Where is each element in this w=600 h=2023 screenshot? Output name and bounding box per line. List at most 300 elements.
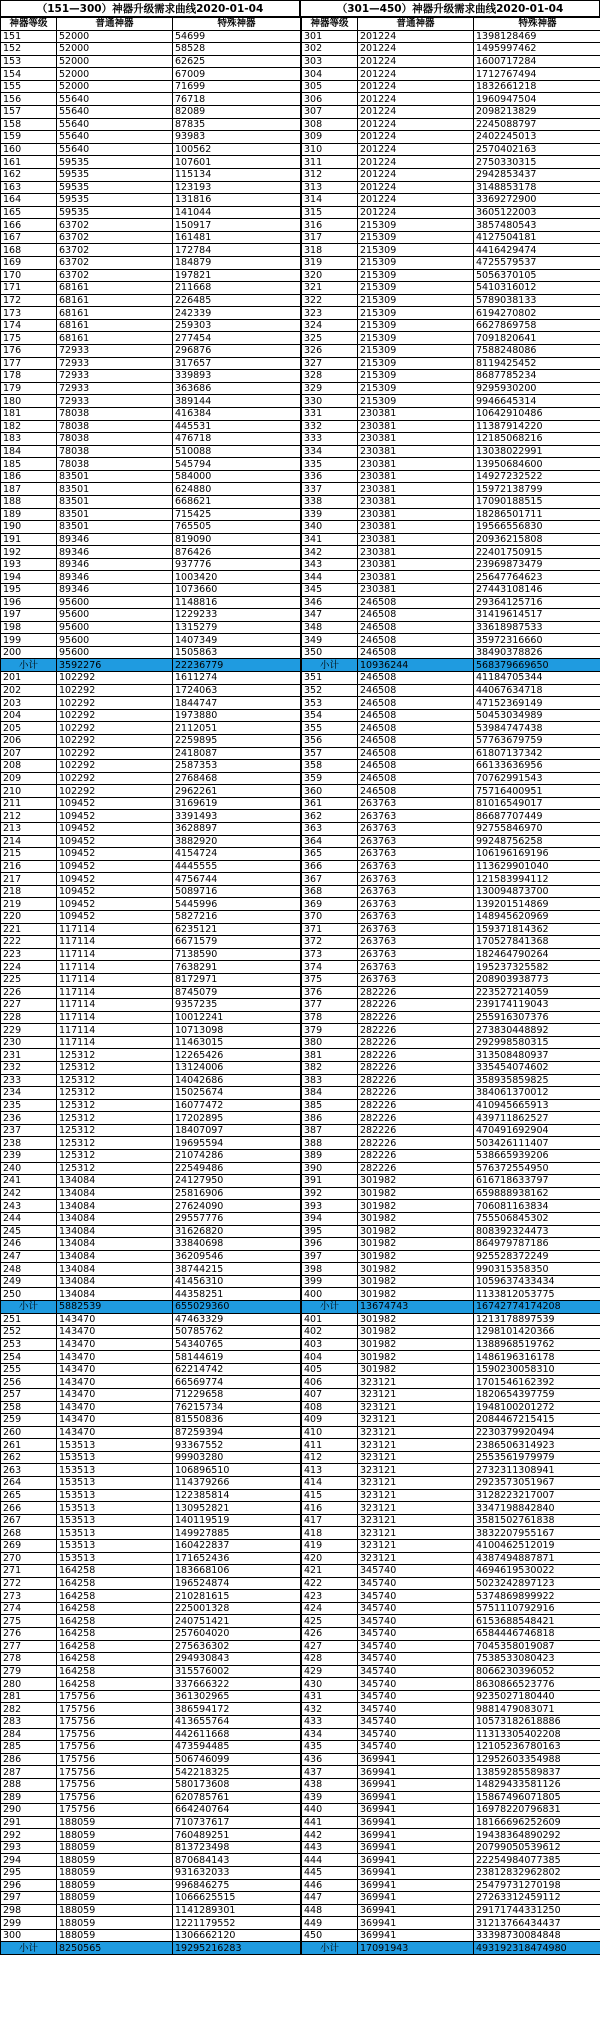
special-cell: 1148816 [173, 596, 301, 609]
special-cell: 54699 [173, 30, 301, 43]
table-row [302, 294, 600, 307]
normal-cell: 215309 [358, 357, 474, 370]
normal-cell: 95600 [57, 646, 173, 659]
level-cell: 234 [1, 1087, 57, 1100]
special-cell: 70762991543 [474, 772, 600, 785]
special-cell: 242339 [173, 307, 301, 320]
special-cell: 149927885 [173, 1527, 301, 1540]
table-row [302, 1426, 600, 1439]
normal-cell: 301982 [358, 1351, 474, 1364]
normal-cell: 345740 [358, 1628, 474, 1641]
table-row [302, 634, 600, 647]
special-cell: 29171744331250 [474, 1904, 600, 1917]
normal-cell: 17091943 [358, 1942, 474, 1955]
normal-cell: 201224 [358, 43, 474, 56]
level-cell: 285 [1, 1741, 57, 1754]
level-cell: 294 [1, 1854, 57, 1867]
table-row [302, 1099, 600, 1112]
normal-cell: 301982 [358, 1326, 474, 1339]
level-cell: 335 [302, 458, 358, 471]
level-cell: 445 [302, 1866, 358, 1879]
table-row [302, 734, 600, 747]
special-cell: 339893 [173, 370, 301, 383]
normal-cell: 188059 [57, 1879, 173, 1892]
level-cell: 326 [302, 345, 358, 358]
normal-cell: 117114 [57, 923, 173, 936]
normal-cell: 117114 [57, 986, 173, 999]
normal-cell: 143470 [57, 1313, 173, 1326]
table-row [1, 1112, 301, 1125]
table-row [302, 684, 600, 697]
special-cell: 22236779 [173, 659, 301, 672]
level-cell: 251 [1, 1313, 57, 1326]
normal-cell: 323121 [358, 1401, 474, 1414]
special-cell: 655029360 [173, 1300, 301, 1313]
level-cell: 185 [1, 458, 57, 471]
special-cell: 20799050539612 [474, 1841, 600, 1854]
table-row [302, 1766, 600, 1779]
table-row [1, 1829, 301, 1842]
table-row [1, 168, 301, 181]
level-cell: 352 [302, 684, 358, 697]
special-cell: 1066625515 [173, 1892, 301, 1905]
table-row [302, 1112, 600, 1125]
table-row [1, 1527, 301, 1540]
level-cell: 176 [1, 345, 57, 358]
table-row [1, 244, 301, 257]
special-cell: 160422837 [173, 1539, 301, 1552]
special-cell: 16978220796831 [474, 1804, 600, 1817]
normal-cell: 230381 [358, 571, 474, 584]
special-cell: 659888938162 [474, 1187, 600, 1200]
normal-cell: 246508 [358, 772, 474, 785]
normal-cell: 175756 [57, 1778, 173, 1791]
normal-cell: 282226 [358, 1036, 474, 1049]
table-row [1, 1175, 301, 1188]
level-cell: 239 [1, 1150, 57, 1163]
normal-cell: 201224 [358, 106, 474, 119]
table-row [1, 156, 301, 169]
table-row [302, 1162, 600, 1175]
table-row [302, 546, 600, 559]
table-row [302, 1288, 600, 1301]
level-cell: 350 [302, 646, 358, 659]
level-cell: 182 [1, 420, 57, 433]
table-row [1, 1049, 301, 1062]
table-row [302, 1628, 600, 1641]
level-cell: 334 [302, 445, 358, 458]
special-cell: 361302965 [173, 1690, 301, 1703]
normal-cell: 78038 [57, 420, 173, 433]
special-cell: 2098213829 [474, 106, 600, 119]
special-cell: 62214742 [173, 1363, 301, 1376]
normal-cell: 164258 [57, 1602, 173, 1615]
table-row [302, 143, 600, 156]
special-cell: 58528 [173, 43, 301, 56]
table-row [1, 1238, 301, 1251]
normal-cell: 282226 [358, 999, 474, 1012]
special-cell: 294930843 [173, 1653, 301, 1666]
special-cell: 277454 [173, 332, 301, 345]
special-cell: 11313305402208 [474, 1728, 600, 1741]
special-cell: 1973880 [173, 709, 301, 722]
table-row [1, 835, 301, 848]
table-row [1, 1087, 301, 1100]
level-cell: 442 [302, 1829, 358, 1842]
level-cell: 410 [302, 1426, 358, 1439]
normal-cell: 59535 [57, 181, 173, 194]
level-cell: 174 [1, 319, 57, 332]
table-row [1, 986, 301, 999]
level-cell: 264 [1, 1477, 57, 1490]
normal-cell: 109452 [57, 873, 173, 886]
level-cell: 153 [1, 55, 57, 68]
normal-cell: 345740 [358, 1665, 474, 1678]
table-row [1, 1904, 301, 1917]
level-cell: 368 [302, 885, 358, 898]
special-cell: 292998580315 [474, 1036, 600, 1049]
special-cell: 184879 [173, 256, 301, 269]
normal-cell: 78038 [57, 445, 173, 458]
special-cell: 4154724 [173, 848, 301, 861]
level-cell: 240 [1, 1162, 57, 1175]
level-cell: 196 [1, 596, 57, 609]
level-cell: 360 [302, 785, 358, 798]
table-row [302, 697, 600, 710]
table-row [1, 407, 301, 420]
level-cell: 205 [1, 722, 57, 735]
special-cell: 5445996 [173, 898, 301, 911]
normal-cell: 215309 [358, 382, 474, 395]
special-cell: 1213178897539 [474, 1313, 600, 1326]
normal-cell: 109452 [57, 860, 173, 873]
normal-cell: 323121 [358, 1552, 474, 1565]
special-cell: 313508480937 [474, 1049, 600, 1062]
table-row [302, 181, 600, 194]
level-cell: 313 [302, 181, 358, 194]
level-cell: 288 [1, 1778, 57, 1791]
table-row [1, 1288, 301, 1301]
special-cell: 996846275 [173, 1879, 301, 1892]
special-cell: 87259394 [173, 1426, 301, 1439]
table-row [1, 1565, 301, 1578]
table-row [1, 1225, 301, 1238]
normal-cell: 201224 [358, 181, 474, 194]
level-cell: 421 [302, 1565, 358, 1578]
normal-cell: 83501 [57, 521, 173, 534]
special-cell: 76718 [173, 93, 301, 106]
level-cell: 213 [1, 823, 57, 836]
table-row [302, 433, 600, 446]
level-cell: 343 [302, 558, 358, 571]
normal-cell: 323121 [358, 1539, 474, 1552]
level-cell: 232 [1, 1061, 57, 1074]
special-cell: 3628897 [173, 823, 301, 836]
special-cell: 257604020 [173, 1628, 301, 1641]
level-cell: 266 [1, 1502, 57, 1515]
special-cell: 130094873700 [474, 885, 600, 898]
special-cell: 33398730084848 [474, 1929, 600, 1942]
table-row [1, 948, 301, 961]
table-row [1, 621, 301, 634]
level-cell: 287 [1, 1766, 57, 1779]
normal-cell: 109452 [57, 848, 173, 861]
level-cell: 448 [302, 1904, 358, 1917]
normal-cell: 282226 [358, 1162, 474, 1175]
level-cell: 412 [302, 1451, 358, 1464]
special-cell: 439711862527 [474, 1112, 600, 1125]
normal-cell: 215309 [358, 395, 474, 408]
special-cell: 36209546 [173, 1250, 301, 1263]
normal-cell: 263763 [358, 948, 474, 961]
special-cell: 755506845302 [474, 1212, 600, 1225]
special-cell: 1495997462 [474, 43, 600, 56]
table-row [1, 1502, 301, 1515]
table-row [302, 1866, 600, 1879]
level-cell: 168 [1, 244, 57, 257]
table-row [1, 445, 301, 458]
normal-cell: 109452 [57, 823, 173, 836]
special-cell: 2230379920494 [474, 1426, 600, 1439]
subtotal-row [1, 659, 301, 672]
table-row [1, 1376, 301, 1389]
table-row [302, 43, 600, 56]
special-cell: 9357235 [173, 999, 301, 1012]
special-cell: 25479731270198 [474, 1879, 600, 1892]
normal-cell: 230381 [358, 483, 474, 496]
normal-cell: 369941 [358, 1929, 474, 1942]
normal-cell: 301982 [358, 1225, 474, 1238]
column-header: 神器等级 [1, 18, 57, 31]
special-cell: 99903280 [173, 1451, 301, 1464]
table-row [1, 911, 301, 924]
normal-cell: 323121 [358, 1414, 474, 1427]
normal-cell: 68161 [57, 294, 173, 307]
special-cell: 53984747438 [474, 722, 600, 735]
normal-cell: 109452 [57, 797, 173, 810]
table-row [302, 571, 600, 584]
normal-cell: 164258 [57, 1678, 173, 1691]
normal-cell: 215309 [358, 256, 474, 269]
special-cell: 1388968519762 [474, 1338, 600, 1351]
table-row [302, 621, 600, 634]
table-row [302, 672, 600, 685]
normal-cell: 369941 [358, 1804, 474, 1817]
normal-cell: 164258 [57, 1665, 173, 1678]
level-cell: 188 [1, 495, 57, 508]
table-row [302, 533, 600, 546]
level-cell: 261 [1, 1439, 57, 1452]
level-cell: 259 [1, 1414, 57, 1427]
normal-cell: 263763 [358, 835, 474, 848]
level-cell: 371 [302, 923, 358, 936]
level-cell: 154 [1, 68, 57, 81]
special-cell: 38744215 [173, 1263, 301, 1276]
level-cell: 302 [302, 43, 358, 56]
normal-cell: 134084 [57, 1250, 173, 1263]
table-row [302, 860, 600, 873]
level-cell: 398 [302, 1263, 358, 1276]
special-cell: 1229233 [173, 609, 301, 622]
normal-cell: 8250565 [57, 1942, 173, 1955]
table-row [1, 1313, 301, 1326]
table-row [1, 219, 301, 232]
special-cell: 3605122003 [474, 206, 600, 219]
normal-cell: 72933 [57, 345, 173, 358]
normal-cell: 109452 [57, 898, 173, 911]
level-cell: 403 [302, 1338, 358, 1351]
level-cell: 365 [302, 848, 358, 861]
normal-cell: 134084 [57, 1225, 173, 1238]
special-cell: 1073660 [173, 584, 301, 597]
normal-cell: 89346 [57, 533, 173, 546]
normal-cell: 3592276 [57, 659, 173, 672]
special-cell: 35972316660 [474, 634, 600, 647]
column-header: 特殊神器 [474, 18, 600, 31]
table-row [1, 848, 301, 861]
level-cell: 337 [302, 483, 358, 496]
special-cell: 211668 [173, 282, 301, 295]
special-cell: 710737617 [173, 1816, 301, 1829]
table-row [302, 1527, 600, 1540]
special-cell: 386594172 [173, 1703, 301, 1716]
level-cell: 362 [302, 810, 358, 823]
normal-cell: 188059 [57, 1904, 173, 1917]
level-cell: 318 [302, 244, 358, 257]
table-row [302, 370, 600, 383]
level-cell: 233 [1, 1074, 57, 1087]
special-cell: 1315279 [173, 621, 301, 634]
special-cell: 6584446746818 [474, 1628, 600, 1641]
level-cell: 406 [302, 1376, 358, 1389]
special-cell: 14042686 [173, 1074, 301, 1087]
special-cell: 1298101420366 [474, 1326, 600, 1339]
level-cell: 307 [302, 106, 358, 119]
level-cell: 152 [1, 43, 57, 56]
special-cell: 47152369149 [474, 697, 600, 710]
level-cell: 203 [1, 697, 57, 710]
special-cell: 576372554950 [474, 1162, 600, 1175]
table-row [1, 571, 301, 584]
table-row [1, 1665, 301, 1678]
level-cell: 420 [302, 1552, 358, 1565]
level-cell: 321 [302, 282, 358, 295]
table-row [1, 1439, 301, 1452]
normal-cell: 201224 [358, 68, 474, 81]
level-cell: 173 [1, 307, 57, 320]
table-row [1, 1212, 301, 1225]
level-cell: 393 [302, 1200, 358, 1213]
normal-cell: 246508 [358, 684, 474, 697]
normal-cell: 153513 [57, 1539, 173, 1552]
table-row [302, 219, 600, 232]
normal-cell: 102292 [57, 734, 173, 747]
special-cell: 2259895 [173, 734, 301, 747]
table-row [302, 848, 600, 861]
special-cell: 445531 [173, 420, 301, 433]
normal-cell: 125312 [57, 1099, 173, 1112]
level-cell: 171 [1, 282, 57, 295]
normal-cell: 175756 [57, 1753, 173, 1766]
normal-cell: 117114 [57, 1011, 173, 1024]
level-cell: 314 [302, 194, 358, 207]
level-cell: 347 [302, 609, 358, 622]
level-cell: 260 [1, 1426, 57, 1439]
special-cell: 183668106 [173, 1565, 301, 1578]
special-cell: 9881479083071 [474, 1703, 600, 1716]
normal-cell: 175756 [57, 1703, 173, 1716]
table-row [302, 1816, 600, 1829]
normal-cell: 323121 [358, 1451, 474, 1464]
level-cell: 192 [1, 546, 57, 559]
level-cell: 385 [302, 1099, 358, 1112]
table-row [302, 1804, 600, 1817]
normal-cell: 369941 [358, 1917, 474, 1930]
level-cell: 388 [302, 1137, 358, 1150]
table-row [302, 1011, 600, 1024]
normal-cell: 95600 [57, 621, 173, 634]
level-cell: 250 [1, 1288, 57, 1301]
level-cell: 小计 [302, 659, 358, 672]
level-cell: 397 [302, 1250, 358, 1263]
special-cell: 93983 [173, 131, 301, 144]
normal-cell: 63702 [57, 269, 173, 282]
normal-cell: 68161 [57, 307, 173, 320]
special-cell: 2112051 [173, 722, 301, 735]
normal-cell: 230381 [358, 445, 474, 458]
table-row [302, 1640, 600, 1653]
normal-cell: 188059 [57, 1866, 173, 1879]
table-row [1, 508, 301, 521]
level-cell: 431 [302, 1690, 358, 1703]
normal-cell: 5882539 [57, 1300, 173, 1313]
normal-cell: 263763 [358, 923, 474, 936]
level-cell: 366 [302, 860, 358, 873]
table-row [1, 1162, 301, 1175]
level-cell: 257 [1, 1389, 57, 1402]
table-row [302, 1087, 600, 1100]
table-row [1, 923, 301, 936]
normal-cell: 246508 [358, 672, 474, 685]
table-row [302, 1464, 600, 1477]
normal-cell: 175756 [57, 1741, 173, 1754]
table-row [302, 1854, 600, 1867]
normal-cell: 125312 [57, 1112, 173, 1125]
normal-cell: 72933 [57, 357, 173, 370]
special-cell: 13038022991 [474, 445, 600, 458]
normal-cell: 153513 [57, 1552, 173, 1565]
special-cell: 5056370105 [474, 269, 600, 282]
normal-cell: 263763 [358, 848, 474, 861]
level-cell: 195 [1, 584, 57, 597]
level-cell: 355 [302, 722, 358, 735]
table-row [1, 936, 301, 949]
level-cell: 242 [1, 1187, 57, 1200]
special-cell: 50785762 [173, 1326, 301, 1339]
special-cell: 7638291 [173, 961, 301, 974]
table-row [302, 93, 600, 106]
level-cell: 272 [1, 1577, 57, 1590]
normal-cell: 246508 [358, 747, 474, 760]
table-row [1, 1866, 301, 1879]
normal-cell: 215309 [358, 294, 474, 307]
table-row [1, 1804, 301, 1817]
table-row [302, 898, 600, 911]
level-cell: 227 [1, 999, 57, 1012]
table-row [1, 1716, 301, 1729]
table-row [1, 1099, 301, 1112]
normal-cell: 282226 [358, 1137, 474, 1150]
